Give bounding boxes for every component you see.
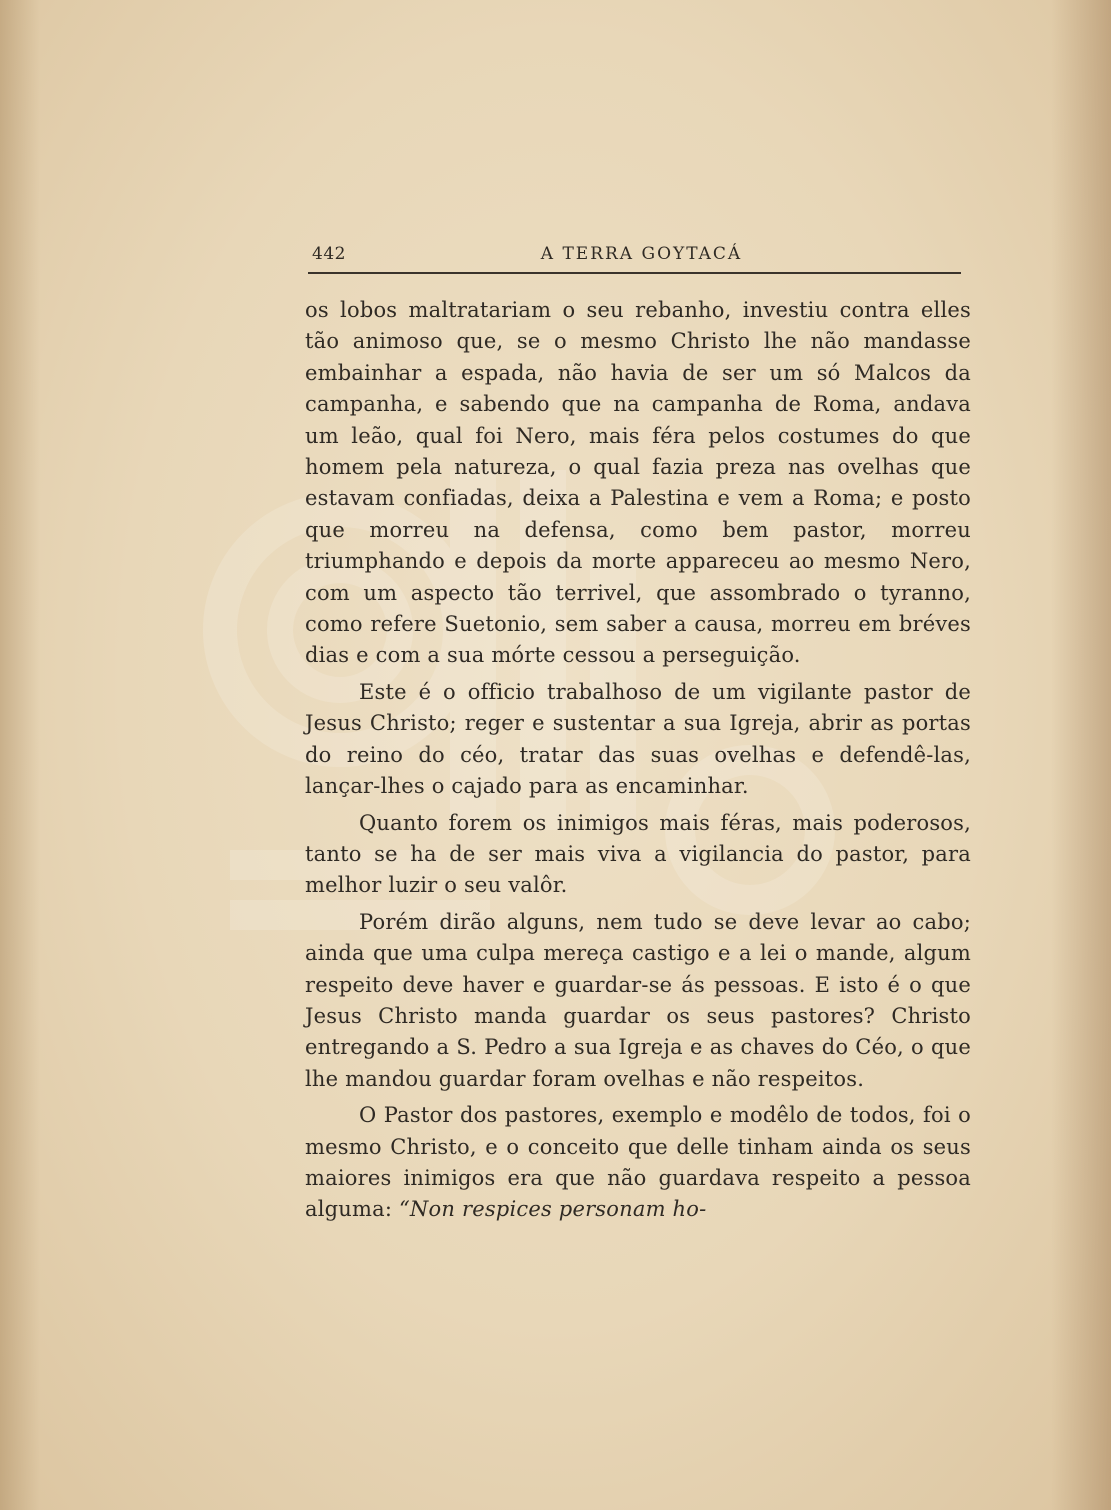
paragraph-1: os lobos maltratariam o seu rebanho, investiu contra elles tão animoso que, se o mesmo Christo lhe não mandasse embainhar a espada, não havia de ser um só Malcos da campanha, e sabendo que na campanha de Roma, andava um leão, qual foi Nero, mais féra pelos costumes do que homem pela natureza, o qual fazia preza nas ovelhas que estavam confiadas, deixa a Palestina e vem a Roma; e posto que morreu na defensa, como bem pastor, morreu triumphando e depois da morte appareceu ao mesmo Nero, com um aspecto tão terrivel, que assombrado o tyranno, como refere Suetonio, sem saber a causa, morreu em bréves dias e com a sua mórte cessou a perseguição. xyxy=(305,298,971,668)
paragraph-3: Quanto forem os inimigos mais féras, mais poderosos, tanto se ha de ser mais viva a vigilancia do pastor, para melhor luzir o seu valôr. xyxy=(305,810,971,898)
latin-quote: “Non respices personam ho- xyxy=(399,1197,707,1222)
paragraph-5 xyxy=(305,1100,971,1226)
page-number: 442 xyxy=(312,244,346,264)
running-title: A TERRA GOYTACÁ xyxy=(540,244,743,264)
running-header xyxy=(308,244,961,274)
paragraph-5-text: O Pastor dos pastores, exemplo e modêlo de todos, foi o mesmo Christo, e o conceito que delle tinham ainda os seus maiores inimigos era que não guardava respeito a pessoa alguma: xyxy=(305,1103,971,1222)
paragraph-4: Porém dirão alguns, nem tudo se deve levar ao cabo; ainda que uma culpa mereça castigo e a lei o mande, algum respeito deve haver e guardar-se ás pessoas. E isto é o que Jesus Christo manda guardar os seus pastores? Christo entregando a S. Pedro a sua Igreja e as chaves do Céo, o que lhe mandou guardar foram ovelhas e não respeitos. xyxy=(305,909,971,1091)
paragraph-2: Este é o officio trabalhoso de um vigilante pastor de Jesus Christo; reger e sustentar a sua Igreja, abrir as portas do reino do céo, tratar das suas ovelhas e defendê-las, lançar-lhes o cajado para as encaminhar. xyxy=(305,679,971,799)
body-text xyxy=(305,295,971,1226)
